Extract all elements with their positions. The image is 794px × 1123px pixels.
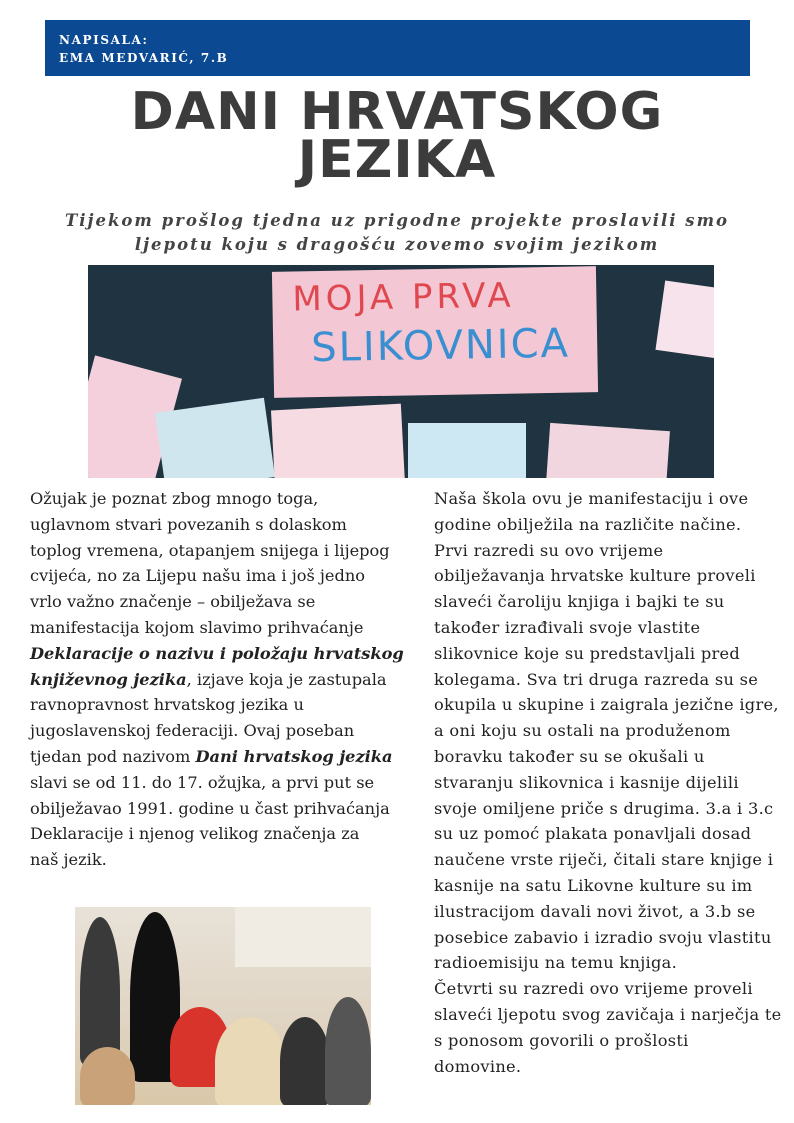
child-blond	[215, 1017, 285, 1105]
text-line: Deklaracije i njenog velikog značenja za	[30, 824, 360, 844]
text-line: posebice zabavio i izradio svoju vlastitu	[434, 927, 772, 947]
text-line: cvijeća, no za Lijepu našu ima i još jedno	[30, 566, 366, 586]
byline-author: EMA MEDVARIĆ, 7.B	[59, 51, 229, 65]
drawing-paper	[655, 280, 714, 359]
byline-banner	[45, 20, 750, 76]
title-line-2: JEZIKA	[297, 130, 497, 190]
text-line: također izrađivali svoje vlastite	[434, 617, 701, 637]
declaration-title-end: književnog jezika	[30, 669, 187, 689]
text-fragment: tjedan pod nazivom	[30, 746, 196, 766]
text-line: kasnije na satu Likovne kulture su im	[434, 875, 753, 895]
text-line: slaveći čaroliju knjiga i bajki te su	[434, 592, 725, 612]
page-title	[0, 82, 794, 190]
text-line: naš jezik.	[30, 850, 107, 870]
text-line: Prvi razredi su ovo vrijeme	[434, 540, 664, 560]
text-line: toplog vremena, otapanjem snijega i lijepog	[30, 540, 390, 560]
text-line: Ožujak je poznat zbog mnogo toga,	[30, 489, 319, 508]
text-line	[30, 744, 400, 770]
right-column-text	[434, 486, 782, 1079]
text-line: obilježavanja hrvatske kulture proveli	[434, 566, 756, 586]
byline-label: NAPISALA:	[59, 33, 149, 47]
subtitle-line-2: ljepotu koju s dragošću zovemo svojim jezikom	[134, 235, 660, 254]
photo-classroom-children	[75, 907, 371, 1105]
text-line: boravku također su se okušali u	[434, 746, 705, 766]
child-foreground	[80, 1047, 135, 1105]
text-line: su uz pomoć plakata ponavljali dosad	[434, 824, 752, 844]
declaration-title: Deklaracije o nazivu i položaju hrvatskog	[30, 643, 404, 663]
subtitle	[0, 209, 794, 257]
text-line: obilježavao 1991. godine u čast prihvaćanja	[30, 798, 390, 818]
event-name: Dani hrvatskog jezika	[195, 746, 393, 766]
text-line: jugoslavenskoj federaciji. Ovaj poseban	[30, 721, 355, 741]
text-line: ravnopravnost hrvatskog jezika u	[30, 695, 304, 715]
subtitle-line-1: Tijekom prošlog tjedna uz prigodne projekte proslavili smo	[64, 211, 730, 230]
text-line: radioemisiju na temu knjiga.	[434, 953, 678, 973]
text-line: Četvrti su razredi ovo vrijeme proveli	[434, 979, 753, 999]
child-grey-shirt	[325, 997, 371, 1105]
text-line: uglavnom stvari povezanih s dolaskom	[30, 514, 347, 534]
poster-text: MOJA PRVA	[292, 275, 515, 320]
drawing-paper	[546, 423, 670, 478]
text-line: vrlo važno značenje – obilježava se	[30, 592, 316, 612]
left-column-text	[30, 486, 404, 873]
photo-picture-book-posters	[88, 265, 714, 478]
text-line: okupila u skupine i zaigrala jezične igre,	[434, 695, 779, 715]
text-fragment: , izjave koja je zastupala	[186, 669, 387, 689]
poster-moja-prva-slikovnica	[272, 266, 598, 398]
text-line: godine obilježila na različite načine.	[434, 514, 742, 534]
text-line: stvaranju slikovnica i kasnije dijelili	[434, 772, 739, 792]
person-man	[80, 917, 120, 1067]
poster-text-2: SLIKOVNICA	[310, 320, 571, 372]
drawing-paper	[155, 398, 275, 478]
title-line-1: DANI HRVATSKOG	[130, 82, 664, 142]
text-line: slikovnice koje su predstavljali pred	[434, 643, 741, 663]
text-line	[30, 667, 400, 693]
text-line: naučene vrste riječi, čitali stare knjige i	[434, 850, 774, 870]
text-line: slavi se od 11. do 17. ožujka, a prvi put se	[30, 772, 375, 792]
text-line: a oni koju su ostali na produženom	[434, 721, 731, 741]
text-line: slaveći ljepotu svog zavičaja i narječja te	[434, 1004, 782, 1024]
classroom-wall	[235, 907, 371, 967]
text-line: ilustracijom davali novi život, a 3.b se	[434, 901, 756, 921]
child-dark-shirt	[280, 1017, 330, 1105]
text-line: svoje omiljene priče s drugima. 3.a i 3.c	[434, 798, 774, 818]
drawing-paper	[408, 423, 526, 478]
drawing-paper	[271, 404, 405, 478]
text-line: s ponosom govorili o prošlosti	[434, 1030, 689, 1050]
text-line: manifestacija kojom slavimo prihvaćanje	[30, 617, 364, 637]
text-line: Naša škola ovu je manifestaciju i ove	[434, 489, 749, 508]
text-line: kolegama. Sva tri druga razreda su se	[434, 669, 759, 689]
text-line: domovine.	[434, 1056, 522, 1076]
poster-line-1	[292, 276, 515, 320]
